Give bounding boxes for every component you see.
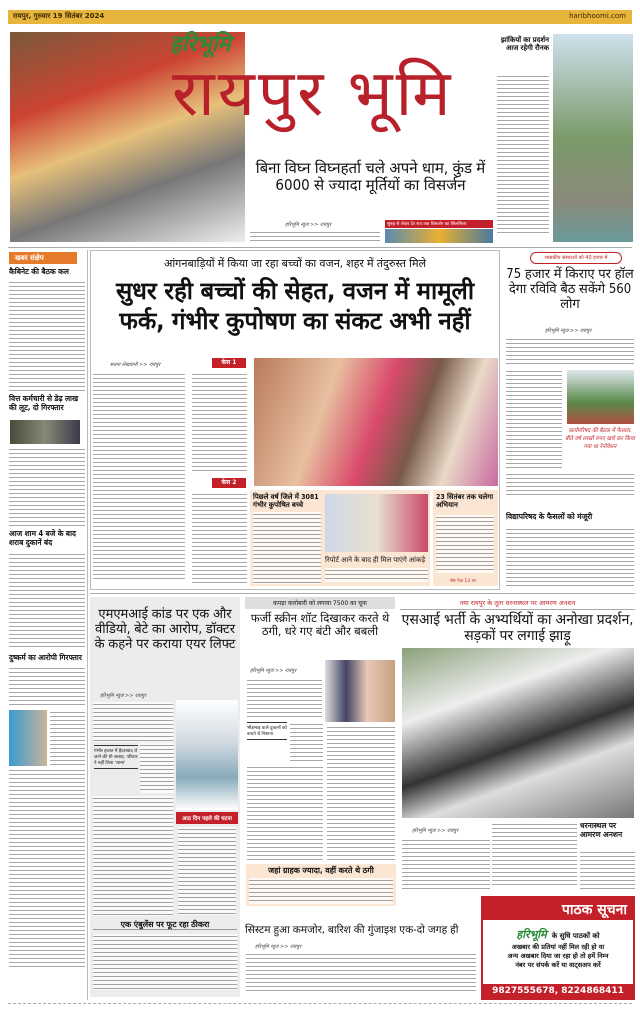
divider bbox=[8, 1003, 632, 1004]
case-2-body bbox=[192, 492, 247, 586]
case-1-label: केस 1 bbox=[212, 358, 246, 368]
brief-label: खबर संक्षेप bbox=[9, 252, 77, 264]
case-2-label: केस 2 bbox=[212, 478, 246, 488]
brief-body bbox=[9, 280, 85, 392]
brief-body bbox=[9, 552, 85, 648]
fraud-headline: फर्जी स्क्रीन शॉट दिखाकर करते थे ठगी, धरे गए बंटी और बबली bbox=[250, 611, 390, 639]
fraud-box-body bbox=[249, 878, 393, 904]
notice-title: पाठक सूचना bbox=[483, 898, 633, 920]
right-body bbox=[506, 369, 562, 469]
right-headline: 75 हजार में किराए पर हॉल देगा रविवि बैठ सकेंगे 560 लोग bbox=[506, 267, 634, 312]
campaign-body bbox=[436, 515, 494, 573]
notice-phones[interactable]: 9827555678, 8224868411 bbox=[483, 984, 633, 998]
right-kicker: शासकीय संस्थाओं को 40 हजार में bbox=[530, 252, 622, 264]
notice-brand: हरिभूमि bbox=[516, 928, 547, 941]
mmi-body bbox=[93, 796, 173, 916]
si-byline: हरिभूमि न्यूज >> रायपुर bbox=[412, 828, 459, 834]
right-body bbox=[506, 527, 634, 589]
logo: हरिभूमि bbox=[170, 32, 231, 57]
si-side-headline: धरनास्थल पर आमरण अनशन bbox=[580, 821, 623, 839]
brief-title: कैबिनेट की बैठक कल bbox=[9, 267, 69, 276]
mmi-inset bbox=[176, 700, 238, 810]
website: haribhoomi.com bbox=[569, 12, 626, 20]
protest-photo bbox=[402, 648, 634, 818]
column-rule bbox=[87, 250, 88, 1000]
fraud-kicker: कपड़ा कारोबारी को लगाया 7500 का चूना bbox=[245, 597, 395, 609]
notice-line: अन्य अखबार दिया जा रहा हो तो हमें निम्न bbox=[507, 952, 609, 960]
report-body bbox=[325, 568, 428, 582]
main-byline: सतना लेखवानी >> रायपुर bbox=[110, 362, 161, 368]
right-subhead: विद्यापरिषद के फैसलों को मंजूरी bbox=[506, 512, 593, 521]
mmi-body bbox=[93, 934, 237, 990]
mmi-pull-quote: गंभीर हालत में हैदराबाद ले जाने की थी सलाह, परिवार ने नहीं लिया 'लामा' bbox=[94, 745, 138, 769]
lead-byline: हरिभूमि न्यूज >> रायपुर bbox=[285, 222, 332, 228]
weighing-photo bbox=[325, 494, 428, 552]
mmi-body bbox=[140, 743, 174, 793]
brief-title: दुष्कर्म का आरोपी गिरफ्तार bbox=[9, 653, 82, 662]
si-side-body bbox=[580, 850, 635, 890]
fraud-body bbox=[290, 722, 323, 762]
right-body bbox=[506, 472, 634, 498]
divider bbox=[90, 593, 635, 594]
brief-body bbox=[9, 447, 85, 527]
notice-line: के सुधि पाठकों को bbox=[551, 932, 600, 940]
brief-body bbox=[9, 666, 85, 706]
accused-duo-photo bbox=[325, 660, 395, 722]
si-headline: एसआई भर्ती के अभ्यर्थियों का अनोखा प्रदर्शन, सड़कों पर लगाई झाड़ू bbox=[401, 612, 634, 645]
fraud-body bbox=[327, 725, 395, 860]
si-body bbox=[492, 822, 577, 888]
children-photo bbox=[254, 358, 498, 486]
right-byline: हरिभूमि न्यूज >> रायपुर bbox=[545, 328, 592, 334]
main-continue[interactable]: शेष पेज 13 पर bbox=[450, 579, 476, 584]
right-photo-caption: कार्यपरिषद की बैठक में फैसला, बीते वर्ष लाखों रुपए खर्च कर किया गया था रेनोवेशन bbox=[565, 428, 635, 450]
case-1-body bbox=[192, 372, 247, 472]
right-body bbox=[506, 337, 634, 367]
side-top-body bbox=[497, 74, 549, 236]
fact-box-body bbox=[253, 512, 321, 584]
mmi-body bbox=[93, 702, 173, 742]
lead-body bbox=[250, 230, 380, 243]
fraud-body bbox=[247, 678, 322, 718]
lead-headline: बिना विघ्न विघ्नहर्ता चले अपने धाम, कुंड में 6000 से ज्यादा मूर्तियों का विसर्जन bbox=[255, 159, 486, 195]
weather-headline: सिस्टम हुआ कमजोर, बारिश की गुंजाइश एक-दो जगह ही bbox=[245, 924, 459, 936]
crane-photo bbox=[553, 34, 633, 242]
main-headline: सुधर रही बच्चों की सेहत, वजन में मामूली फर्क, गंभीर कुपोषण का संकट अभी नहीं bbox=[115, 277, 475, 335]
brief-title: वित्त कर्मचारी से डेढ़ लाख की लूट, दो गिरफ्तार bbox=[9, 394, 79, 412]
fraud-pull-quote: भीड़भाड़ वाले दुकानों को बनाते थे निशाना bbox=[247, 722, 287, 740]
fact-box-title: पिछले वर्ष जिले में 3081 गंभीर कुपोषित बच्चे bbox=[253, 493, 319, 510]
weather-body bbox=[246, 952, 476, 994]
divider bbox=[8, 247, 632, 248]
campaign-title: 23 सितंबर तक चलेगा अभियान bbox=[436, 493, 494, 510]
brief-body bbox=[50, 710, 85, 766]
si-body bbox=[402, 838, 490, 890]
notice-line: अखबार की प्रतियां नहीं मिल रही हो या bbox=[511, 943, 605, 951]
brief-title: आज शाम 4 बजे के बाद शराब दुकानें बंद bbox=[9, 529, 77, 547]
weather-byline: हरिभूमि न्यूज >> रायपुर bbox=[255, 944, 302, 950]
accused-photo bbox=[9, 710, 47, 766]
main-body bbox=[93, 372, 185, 582]
main-kicker: आंगनबाड़ियों में किया जा रहा बच्चों का वजन, शहर में तंदुरुस्त मिले bbox=[163, 257, 427, 270]
lead-photo-caption: सुबह से लेकर देर रात तक विसर्जन का सिलसिला bbox=[385, 220, 493, 228]
mmi-red-label: आठ दिन पहले की घटना bbox=[176, 812, 238, 824]
notice-line: नंबर पर संपर्क करें या वाट्सअप करें bbox=[515, 961, 601, 969]
mmi-headline: एमएमआई कांड पर एक और वीडियो, बेटे का आरोप, डॉक्टर के कहने पर कराया एयर लिफ्ट bbox=[94, 607, 236, 652]
mmi-subhead: एक एंबुलेंस पर फूट रहा ठीकरा bbox=[93, 920, 237, 930]
brief-photo bbox=[10, 420, 80, 444]
monument-photo bbox=[567, 370, 634, 424]
si-kicker: नया रायपुर के तूता धरनास्थल पर आमरण अनशन bbox=[400, 598, 635, 610]
edition-date: रायपुर, गुरुवार 19 सितंबर 2024 bbox=[13, 12, 105, 20]
mmi-body bbox=[178, 827, 236, 915]
side-top-headline: झांकियों का प्रदर्शन आज रहेगी रौनक bbox=[500, 36, 549, 53]
reader-notice bbox=[481, 896, 635, 1000]
mmi-byline: हरिभूमि न्यूज >> रायपुर bbox=[100, 693, 147, 699]
date-bar bbox=[8, 10, 632, 24]
fraud-body bbox=[247, 765, 323, 860]
lead-inset-photo bbox=[385, 229, 493, 243]
section-title: रायपुर भूमि bbox=[172, 57, 454, 131]
fraud-box-title: जहां ग्राहक ज्यादा, वहीं करते थे ठगी bbox=[268, 866, 374, 875]
report-headline: रिपोर्ट आने के बाद ही मिल पाएंगे आंकड़े bbox=[325, 556, 426, 564]
brief-body bbox=[9, 768, 85, 968]
fraud-byline: हरिभूमि न्यूज >> रायपुर bbox=[250, 668, 297, 674]
